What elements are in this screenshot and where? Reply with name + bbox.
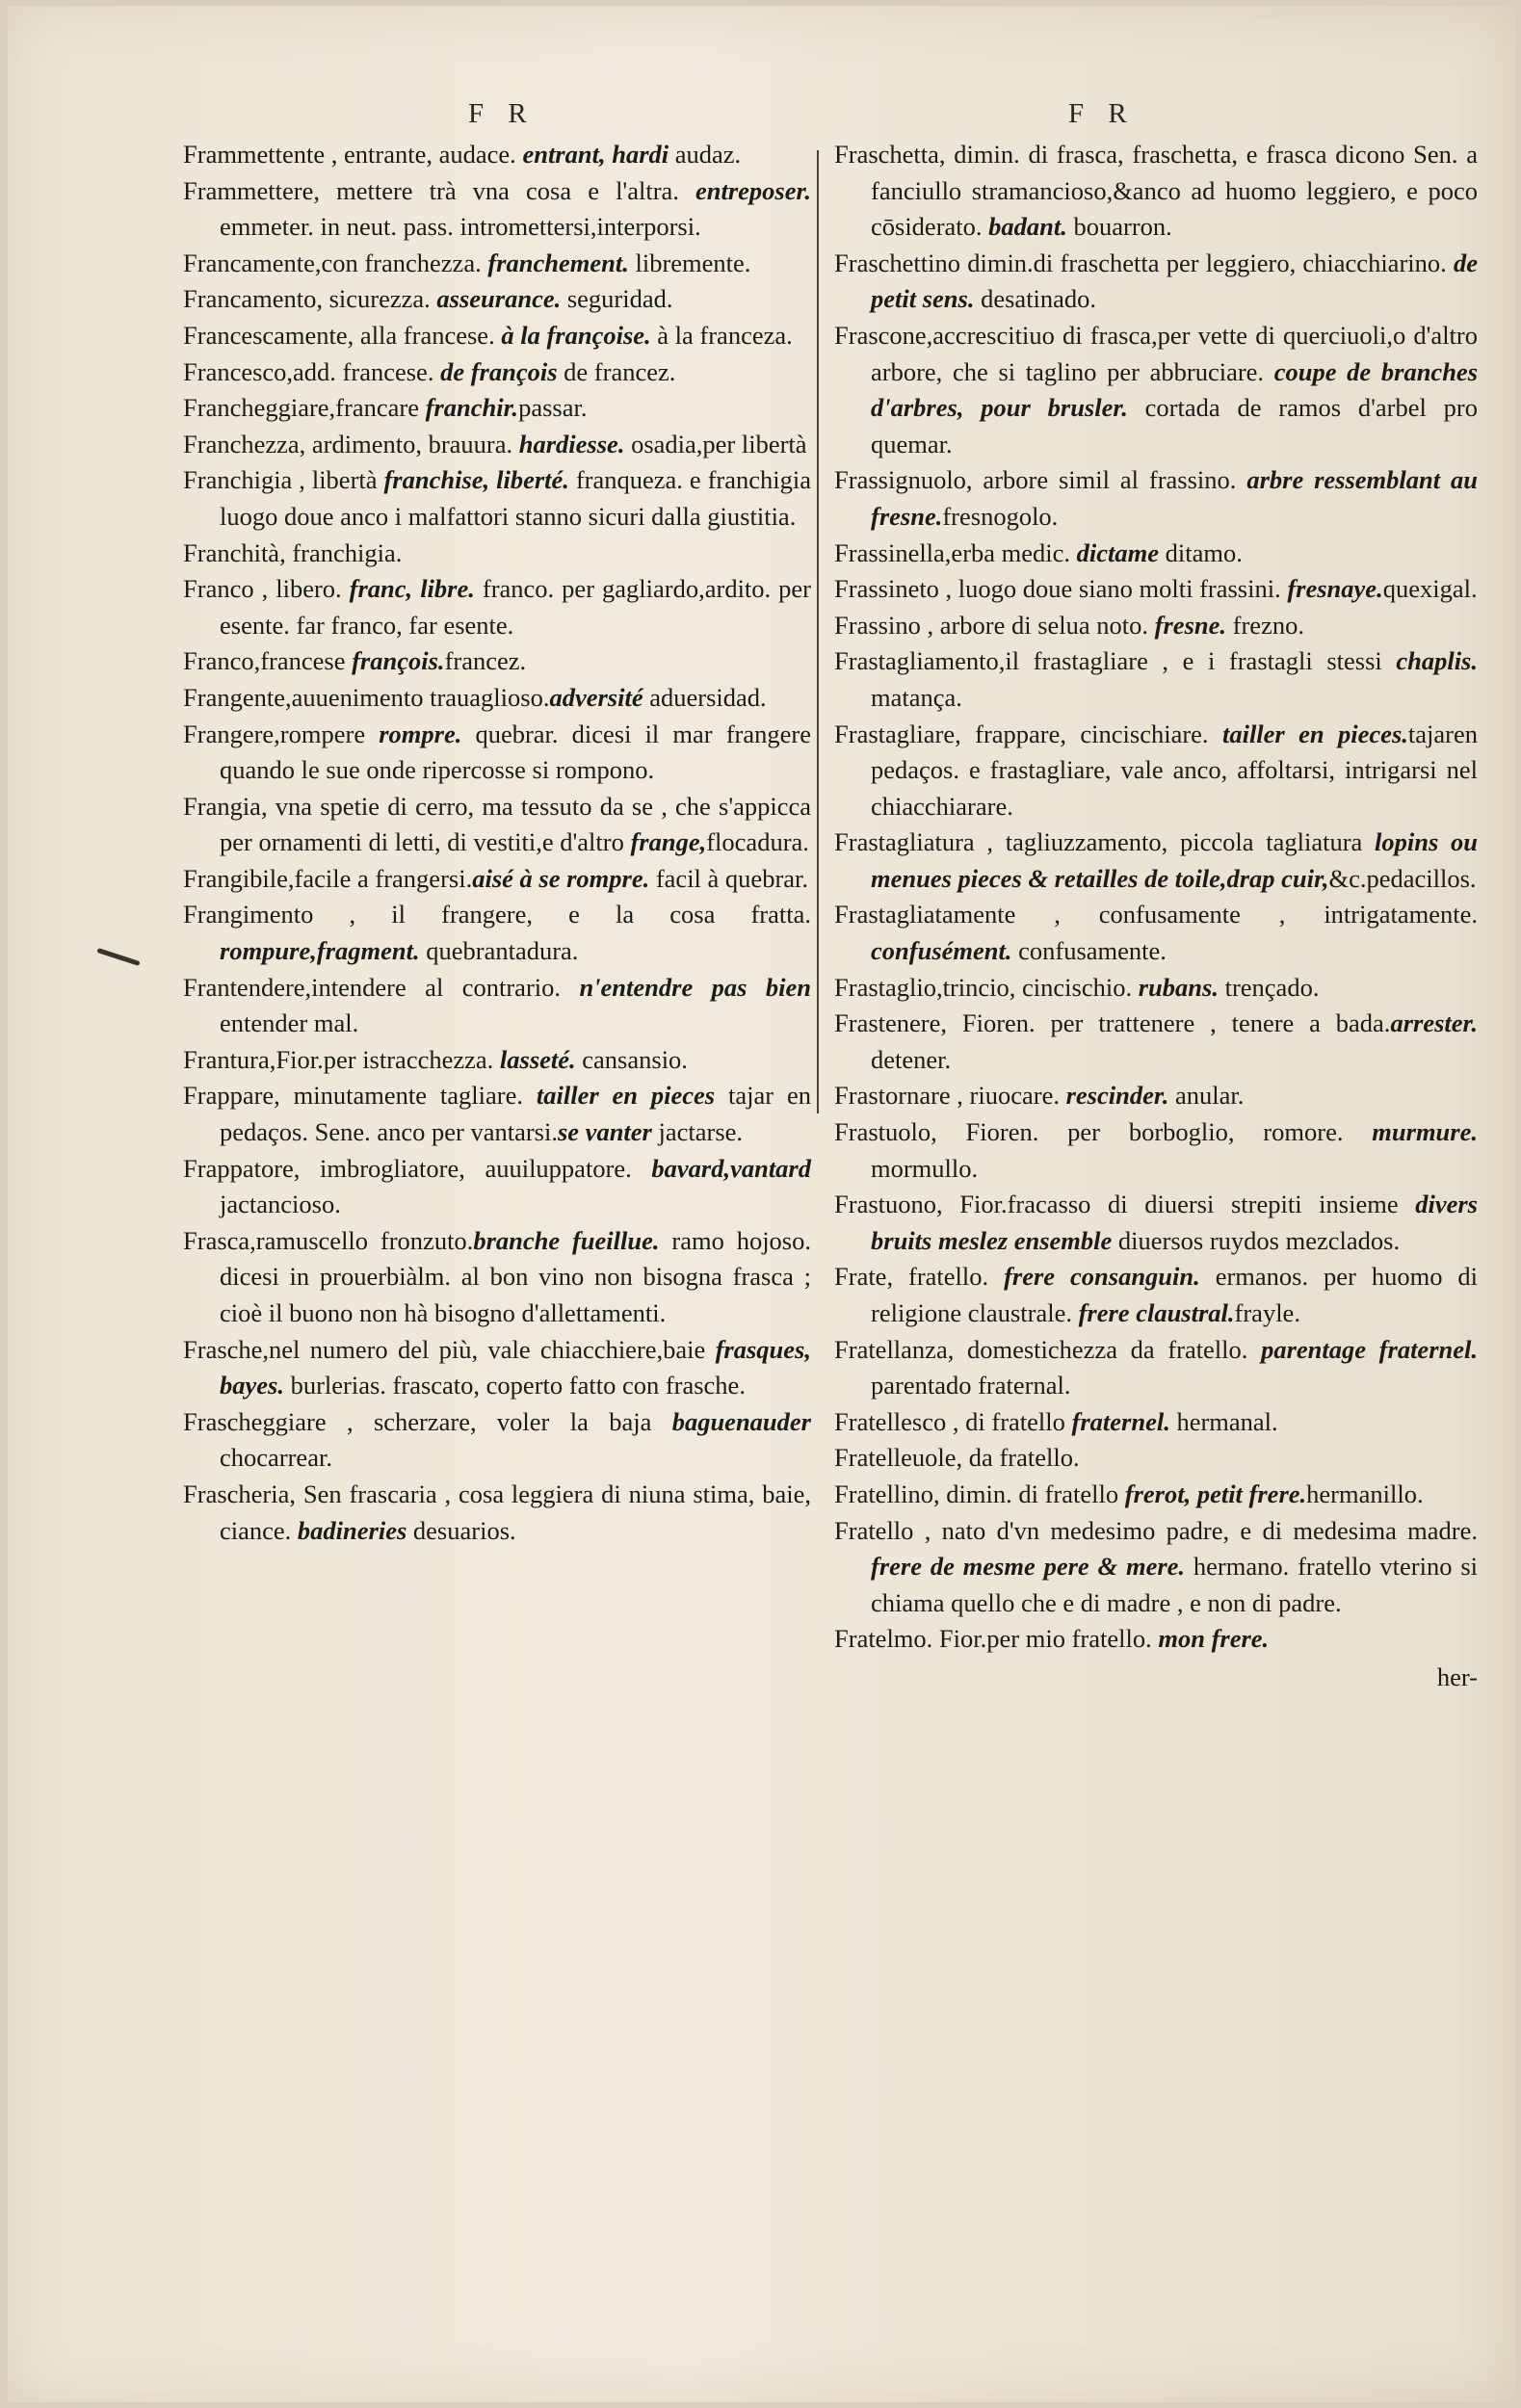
french-gloss: rescinder.: [1065, 1081, 1169, 1111]
headword: Frantendere,intendere al contrario.: [183, 972, 580, 1002]
french-gloss: frasques, bayes.: [220, 1334, 811, 1400]
french-gloss: fresne.: [1154, 610, 1227, 640]
headword: Frangibile,facile a frangersi.: [183, 863, 473, 893]
french-gloss: à la françoise.: [501, 320, 651, 350]
gloss-text: ramo hojoso. dicesi in prouerbiàlm. al bon vino non bisogna frasca ; cioè il buono non hà bisogno d'allettamenti.: [220, 1225, 811, 1327]
french-gloss: rompure,fragment.: [220, 936, 420, 966]
french-gloss: lasseté.: [499, 1044, 576, 1074]
dictionary-entry: [834, 1332, 1478, 1404]
gloss-text: matança.: [871, 682, 962, 712]
dictionary-entry: [183, 1042, 811, 1079]
gloss-text: quebrar. dicesi il mar frangere quando le sue onde ripercosse si rompono.: [220, 719, 811, 785]
gloss-text: passar.: [518, 393, 588, 423]
dictionary-entry: [183, 861, 811, 898]
headword: Francamento, sicurezza.: [183, 284, 437, 314]
dictionary-entry: [834, 318, 1478, 462]
gloss-text: desatinado.: [974, 284, 1097, 314]
gloss-text: de francez.: [557, 356, 676, 386]
gloss-text: franqueza. e franchigia luogo doue anco i malfattori stanno sicuri dalla giustitia.: [220, 465, 811, 531]
gloss-text: franco. per gagliardo,ardito. per esente. far franco, far esente.: [220, 574, 812, 640]
headword: Fratelmo. Fior.per mio fratello.: [834, 1624, 1159, 1654]
gloss-text: quebrantadura.: [419, 936, 579, 966]
headword: Franchigia , libertà: [183, 465, 384, 495]
french-gloss: franchement.: [487, 248, 629, 277]
dictionary-entry: [183, 1332, 811, 1404]
french-gloss: franchir.: [425, 393, 519, 423]
french-gloss: hardiesse.: [518, 429, 625, 458]
headword: Frate, fratello.: [834, 1262, 1005, 1292]
headword: Frascheggiare , scherzare, voler la baja: [183, 1406, 672, 1436]
gloss-text: mormullo.: [871, 1153, 979, 1183]
catchword: her-: [1436, 1662, 1478, 1692]
headword: Fratello , nato d'vn medesimo padre, e di medesima madre.: [834, 1515, 1478, 1545]
margin-pointer-mark: [96, 948, 140, 966]
gloss-text: cortada de ramos d'arbel pro quemar.: [871, 393, 1478, 458]
gloss-text: anular.: [1168, 1081, 1245, 1111]
french-gloss: confusément.: [871, 936, 1012, 966]
french-gloss: divers bruits meslez ensemble: [871, 1190, 1478, 1255]
french-gloss: franc, libre.: [349, 574, 475, 604]
french-gloss: entreposer.: [695, 175, 811, 205]
french-gloss: fresnaye.: [1287, 574, 1383, 604]
gloss-text: burlerias. frascato, coperto fatto con frasche.: [283, 1371, 746, 1400]
headword: Frasca,ramuscello fronzuto.: [183, 1225, 474, 1255]
headword: Frastagliatamente , confusamente , intrigatamente.: [834, 900, 1478, 929]
french-gloss: franchise, liberté.: [383, 465, 569, 495]
dictionary-entry: [183, 462, 811, 535]
french-gloss: de françois: [440, 356, 558, 386]
french-gloss: tailler en pieces: [536, 1081, 716, 1111]
french-gloss: frerot, petit frere.: [1124, 1479, 1307, 1508]
french-gloss: frere claustral.: [1078, 1298, 1235, 1327]
dictionary-entry: [183, 318, 811, 354]
dictionary-entry: [183, 680, 811, 717]
headword: Frastornare , riuocare.: [834, 1081, 1066, 1111]
french-gloss: baguenauder: [671, 1406, 811, 1436]
gloss-text: chocarrear.: [220, 1443, 332, 1473]
dictionary-entry: [183, 643, 811, 680]
dictionary-entry: [183, 789, 811, 861]
gloss-text: hermanillo.: [1306, 1479, 1424, 1508]
headword: Francescamente, alla francese.: [183, 320, 502, 350]
french-gloss: murmure.: [1372, 1117, 1478, 1147]
headword: Frassineto , luogo doue siano molti frassini.: [834, 574, 1288, 604]
french-gloss: de petit sens.: [871, 248, 1478, 314]
headword: Fratellino, dimin. di fratello: [834, 1479, 1125, 1508]
gloss-text: francez.: [444, 646, 527, 676]
french-gloss: coupe de branches d'arbres, pour brusler.: [871, 356, 1479, 423]
dictionary-entry: [834, 571, 1478, 608]
headword: Fratellesco , di fratello: [834, 1406, 1072, 1436]
gloss-text: frayle.: [1234, 1298, 1300, 1327]
french-gloss: n'entendre pas bien: [579, 972, 811, 1002]
dictionary-entry: [834, 1621, 1478, 1658]
left-column: [183, 137, 811, 1549]
headword: Frascheria, Sen frascaria , cosa leggiera di niuna stima, baie, ciance.: [183, 1479, 811, 1545]
gloss-text: jactancioso.: [220, 1190, 341, 1219]
dictionary-entry: [834, 462, 1478, 535]
dictionary-entry: [834, 897, 1478, 969]
headword: Frastagliare, frappare, cincischiare.: [834, 719, 1222, 748]
headword: Frastagliamento,il frastagliare , e i frastagli stessi: [834, 646, 1397, 676]
gloss-text: tajaren pedaços. e frastagliare, vale anco, affoltarsi, intrigarsi nel chiacchiarare.: [871, 719, 1478, 821]
french-gloss: adversité: [549, 682, 643, 712]
book-page: [8, 6, 1516, 2402]
french-gloss: bavard,vantard: [651, 1153, 811, 1183]
french-gloss: mon frere.: [1158, 1624, 1270, 1654]
dictionary-entry: [834, 608, 1478, 644]
headword: Fraschettino dimin.di fraschetta per leggiero, chiacchiarino.: [834, 248, 1454, 277]
dictionary-entry: [183, 137, 811, 173]
french-gloss: lopins ou menues pieces & retailles de toile,drap cuir,: [871, 827, 1478, 893]
headword: Frantura,Fior.per istracchezza.: [183, 1044, 500, 1074]
headword: Frastaglio,trincio, cincischio.: [834, 972, 1139, 1002]
gloss-text: jactarse.: [651, 1117, 744, 1147]
gloss-text: trençado.: [1218, 972, 1320, 1002]
dictionary-entry: [834, 536, 1478, 572]
french-gloss: rompre.: [379, 719, 462, 748]
dictionary-entry: [834, 1078, 1478, 1114]
dictionary-entry: [834, 1513, 1478, 1622]
dictionary-entry: [183, 281, 811, 318]
dictionary-entry: [834, 643, 1478, 716]
dictionary-entry: [834, 1404, 1478, 1441]
headword: Frassinella,erba medic.: [834, 537, 1077, 567]
gloss-text: aduersidad.: [642, 682, 767, 712]
dictionary-entry: [834, 970, 1478, 1007]
right-column: [834, 137, 1479, 1692]
gloss-text: entender mal.: [220, 1008, 359, 1038]
dictionary-entry: [183, 1223, 811, 1332]
dictionary-entry: [834, 1187, 1478, 1259]
dictionary-entry: [834, 1440, 1478, 1477]
french-gloss: parentage fraternel.: [1261, 1334, 1478, 1364]
gloss-text: audaz.: [669, 140, 742, 169]
french-gloss: frere consanguin.: [1004, 1262, 1200, 1292]
headword: Frastagliatura , tagliuzzamento, piccola tagliatura: [834, 827, 1375, 857]
gloss-text: flocadura.: [706, 827, 809, 857]
gloss-text: cansansio.: [575, 1044, 688, 1074]
headword: Franco , libero.: [183, 574, 350, 604]
french-gloss: frere de mesme pere & mere.: [871, 1552, 1186, 1582]
headword: Frassignuolo, arbore simil al frassino.: [834, 465, 1247, 495]
headword: Fraschetta, dimin. di frasca, fraschetta, e frasca dicono Sen. a fanciullo stramancioso,&anco ad huomo leggiero, e poco cōsiderato.: [834, 140, 1478, 242]
gloss-text: ditamo.: [1159, 537, 1243, 567]
dictionary-entry: [183, 1404, 811, 1477]
headword: Fratelleuole, da fratello.: [834, 1443, 1080, 1473]
headword: Francesco,add. francese.: [183, 356, 441, 386]
headword: Frappare, minutamente tagliare.: [183, 1081, 537, 1111]
dictionary-entry: [834, 246, 1478, 318]
dictionary-entry: [183, 717, 811, 789]
gloss-text: &c.pedacillos.: [1328, 863, 1477, 893]
french-gloss: tailler en pieces.: [1221, 719, 1408, 748]
gloss-text: diuersos ruydos mezclados.: [1112, 1225, 1401, 1255]
headword: Franco,francese: [183, 646, 353, 676]
headword: Franchità, franchigia.: [183, 537, 403, 567]
headword: Frangia, vna spetie di cerro, ma tessuto da se , che s'appicca per ornamenti di letti, di vestiti,e d'altro: [183, 791, 811, 857]
french-gloss: badant.: [988, 212, 1067, 242]
gloss-text: parentado fraternal.: [871, 1371, 1071, 1400]
headword: Frascone,accrescitiuo di frasca,per vette di querciuoli,o d'altro arbore, che si taglino per abbruciare.: [834, 320, 1478, 386]
french-gloss: arbre ressemblant au fresne.: [871, 465, 1478, 531]
headword: Franchezza, ardimento, brauura.: [183, 429, 519, 458]
headword: Frammettere, mettere trà vna cosa e l'altra.: [183, 175, 695, 205]
french-gloss: asseurance.: [436, 284, 562, 314]
column-divider: [817, 150, 819, 1113]
headword: Frangimento , il frangere, e la cosa fratta.: [183, 900, 811, 929]
headword: Frappatore, imbrogliatore, auuiluppatore.: [183, 1153, 652, 1183]
dictionary-entry: [834, 717, 1478, 825]
dictionary-entry: [834, 137, 1478, 246]
dictionary-entry: [183, 571, 811, 643]
headword: Frasche,nel numero del più, vale chiacchiere,baie: [183, 1334, 716, 1364]
gloss-text: fresnogolo.: [942, 501, 1059, 531]
headword: Fratellanza, domestichezza da fratello.: [834, 1334, 1262, 1364]
dictionary-entry: [183, 1151, 811, 1223]
headword: Francheggiare,francare: [183, 393, 426, 423]
french-gloss: entrant, hardi: [522, 140, 669, 169]
gloss-text: seguridad.: [561, 284, 673, 314]
headword: Frastuolo, Fioren. per borboglio, romore.: [834, 1117, 1373, 1147]
dictionary-entry: [834, 1006, 1478, 1078]
french-gloss: badineries: [297, 1515, 407, 1545]
gloss-text: bouarron.: [1066, 212, 1172, 242]
gloss-text: confusamente.: [1011, 936, 1167, 966]
headword: Frammettente , entrante, audace.: [183, 140, 523, 169]
french-gloss: aisé à se rompre.: [472, 863, 650, 893]
gloss-text: quexigal.: [1382, 574, 1478, 604]
french-gloss: françois.: [352, 646, 445, 676]
french-gloss: fraternel.: [1071, 1406, 1170, 1436]
dictionary-entry: [834, 1114, 1478, 1187]
french-gloss: dictame: [1076, 537, 1160, 567]
running-head-left: F R: [468, 98, 536, 129]
dictionary-entry: [183, 897, 811, 969]
headword: Frangere,rompere: [183, 719, 380, 748]
gloss-text: libremente.: [628, 248, 751, 277]
gloss-text: emmeter. in neut. pass. intromettersi,interporsi.: [220, 212, 701, 242]
french-gloss: frange,: [630, 827, 707, 857]
headword: Frangente,auuenimento trauaglioso.: [183, 682, 550, 712]
dictionary-entry: [834, 1477, 1478, 1513]
dictionary-entry: [183, 1477, 811, 1549]
french-gloss: chaplis.: [1396, 646, 1478, 676]
dictionary-entry: [183, 246, 811, 282]
headword: Frastenere, Fioren. per trattenere , tenere a bada.: [834, 1008, 1391, 1038]
gloss-text: detener.: [871, 1044, 952, 1074]
gloss-text: hermanal.: [1169, 1406, 1278, 1436]
dictionary-entry: [183, 1078, 811, 1150]
gloss-text: à la franceza.: [650, 320, 793, 350]
gloss-text: desuarios.: [406, 1515, 516, 1545]
dictionary-entry: [183, 390, 811, 427]
dictionary-entry: [183, 536, 811, 572]
dictionary-entry: [183, 970, 811, 1042]
dictionary-entry: [834, 824, 1478, 897]
gloss-text: ermanos. per huomo di religione claustrale.: [871, 1262, 1478, 1327]
gloss-text: tajar en pedaços. Sene. anco per vantarsi.: [220, 1081, 811, 1147]
french-gloss: branche fueillue.: [473, 1225, 660, 1255]
headword: Francamente,con franchezza.: [183, 248, 488, 277]
gloss-text: hermano. fratello vterino si chiama quello che e di madre , e non di padre.: [871, 1552, 1478, 1617]
headword: Frastuono, Fior.fracasso di diuersi strepiti insieme: [834, 1190, 1416, 1219]
french-gloss: arrester.: [1390, 1008, 1478, 1038]
dictionary-entry: [183, 354, 811, 391]
running-head-right: F R: [1068, 98, 1136, 129]
gloss-text: facil à quebrar.: [649, 863, 809, 893]
headword: Frassino , arbore di selua noto.: [834, 610, 1155, 640]
french-gloss: rubans.: [1138, 972, 1219, 1002]
dictionary-entry: [834, 1259, 1478, 1331]
french-gloss: se vanter: [557, 1117, 652, 1147]
dictionary-entry: [183, 427, 811, 463]
dictionary-entry: [183, 173, 811, 246]
gloss-text: frezno.: [1226, 610, 1304, 640]
gloss-text: osadia,per libertà: [624, 429, 807, 458]
